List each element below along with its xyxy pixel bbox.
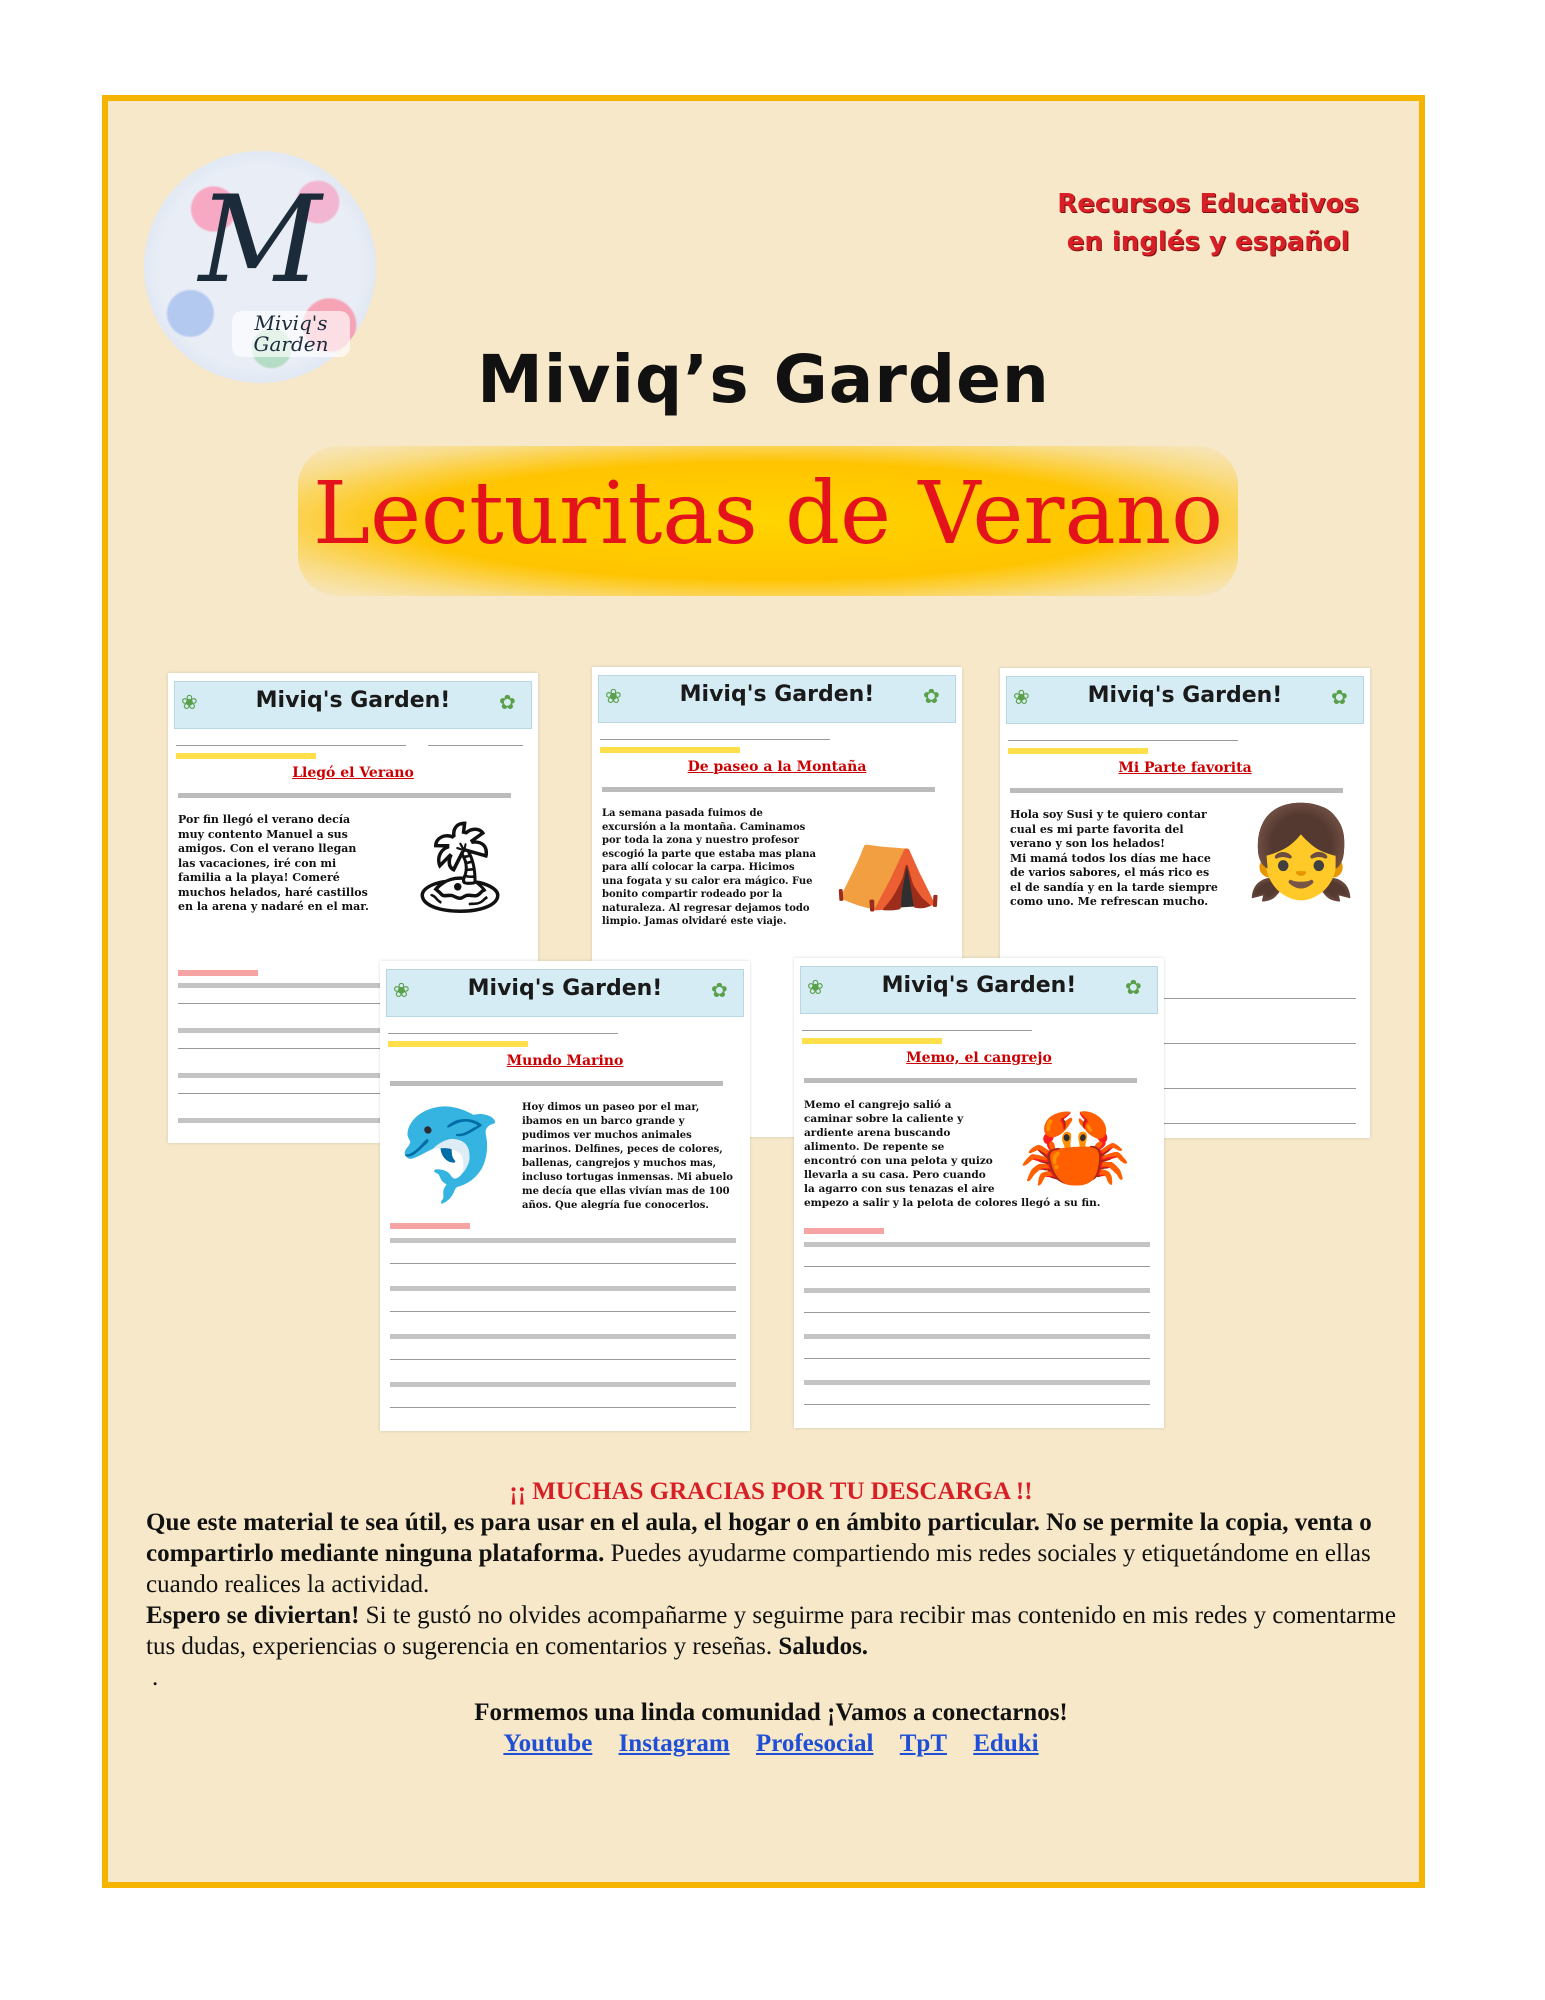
title-banner — [298, 446, 1238, 596]
tagline-line-2: en inglés y español — [1066, 226, 1350, 257]
worksheet-brand: Miviq's Garden! — [467, 976, 663, 1001]
question-line — [804, 1380, 1150, 1385]
worksheet-brand: Miviq's Garden! — [1087, 683, 1283, 708]
worksheet-text: Memo el cangrejo salió a caminar sobre la caliente y ardiente arena buscando alimento. De repente se encontró con una pelota y quizo llevarla a su casa. Pero cuando la agarro con sus tenazas el aire empezo a salir y la pelota de colores llegó a su fin. — [804, 1099, 1101, 1209]
page-frame — [102, 95, 1425, 1888]
question-line — [804, 1334, 1150, 1339]
page-title: Lecturitas de Verano — [313, 464, 1223, 564]
activity-highlight — [176, 753, 316, 759]
instruction-line — [602, 787, 935, 792]
youtube-link[interactable]: Youtube — [503, 1730, 593, 1757]
crab-icon: 🦀 — [1019, 1095, 1132, 1200]
instagram-link[interactable]: Instagram — [618, 1730, 730, 1757]
divider — [600, 739, 830, 740]
respond-heading — [390, 1223, 470, 1229]
leaf-icon: ❀ — [605, 684, 622, 708]
worksheet-header — [598, 675, 956, 723]
leaf-icon: ✿ — [1125, 975, 1142, 999]
leaf-icon: ❀ — [181, 690, 198, 714]
answer-line — [804, 1404, 1150, 1405]
divider — [802, 1030, 1032, 1031]
paragraph-2-bold: Espero se diviertan! — [146, 1602, 360, 1629]
leaf-icon: ✿ — [499, 690, 516, 714]
answer-line — [804, 1358, 1150, 1359]
divider — [428, 745, 523, 746]
question-line — [804, 1288, 1150, 1293]
paragraph-2-rest: Si te gustó no olvides acompañarme y seguirme para recibir mas contenido en mis redes y comentarme tus dudas, experiencias o sugerencia en comentarios y reseñas. — [146, 1602, 1396, 1660]
worksheet-header — [1006, 676, 1364, 724]
dolphin-icon: 🐬 — [394, 1103, 507, 1208]
paragraph-1-rest: Puedes ayudarme compartiendo mis redes sociales y etiquetándome en ellas cuando realices la actividad. — [146, 1540, 1371, 1598]
worksheet-title: Memo, el cangrejo — [906, 1050, 1052, 1066]
worksheet-header — [386, 969, 744, 1017]
palm-island-icon: 🏝 — [403, 815, 518, 920]
leaf-icon: ❀ — [807, 975, 824, 999]
worksheet-header — [174, 681, 532, 729]
worksheet-title: Mundo Marino — [506, 1053, 624, 1069]
paragraph-2-end: Saludos. — [778, 1633, 869, 1660]
leaf-icon: ✿ — [923, 684, 940, 708]
message-block — [146, 1476, 1396, 1759]
activity-highlight — [388, 1041, 528, 1047]
activity-highlight — [600, 747, 740, 753]
tagline-line-1: Recursos Educativos — [1057, 189, 1359, 219]
answer-line — [390, 1263, 736, 1264]
thanks-heading: ¡¡ MUCHAS GRACIAS POR TU DESCARGA !! — [509, 1478, 1033, 1505]
stray-dot: . — [152, 1664, 159, 1691]
leaf-icon: ✿ — [1331, 685, 1348, 709]
answer-line — [390, 1407, 736, 1408]
question-line — [390, 1238, 736, 1243]
logo-text: Miviq's Garden — [232, 311, 350, 357]
worksheet-header — [800, 966, 1158, 1014]
profesocial-link[interactable]: Profesocial — [755, 1730, 874, 1757]
divider — [176, 745, 406, 746]
worksheet-title: De paseo a la Montaña — [687, 759, 867, 775]
question-line — [390, 1334, 736, 1339]
leaf-icon: ❀ — [1013, 685, 1030, 709]
social-links — [146, 1728, 1396, 1759]
leaf-icon: ✿ — [711, 978, 728, 1002]
divider — [388, 1033, 618, 1034]
paragraph-1 — [146, 1507, 1396, 1600]
answer-line — [390, 1311, 736, 1312]
girl-icecream-icon: 👧 — [1245, 800, 1358, 905]
answer-line — [804, 1312, 1150, 1313]
leaf-icon: ❀ — [393, 978, 410, 1002]
worksheet-text: Por fin llegó el verano decía muy contento Manuel a sus amigos. Con el verano llegan las vacaciones, iré con mi familia a la playa! Comeré muchos helados, haré castillos en la arena y nadaré en el mar. — [178, 813, 369, 913]
respond-heading — [178, 970, 258, 976]
divider — [1008, 740, 1238, 741]
answer-line — [804, 1266, 1150, 1267]
worksheet-title: Llegó el Verano — [292, 765, 414, 781]
instruction-line — [390, 1081, 723, 1086]
eduki-link[interactable]: Eduki — [973, 1730, 1039, 1757]
worksheet-preview — [794, 958, 1164, 1428]
answer-line — [390, 1359, 736, 1360]
logo-letter: M — [198, 171, 322, 310]
question-line — [390, 1382, 736, 1387]
activity-highlight — [1008, 748, 1148, 754]
worksheet-text: La semana pasada fuimos de excursión a la montaña. Caminamos por toda la zona y nuestro profesor escogió la parte que estaba mas plana para allí colocar la carpa. Hicimos una fogata y su calor era mágico. Fue bonito compartir rodeado por la naturaleza. Al regresar dejamos todo limpio. Jamas olvidaré este viaje. — [602, 808, 816, 927]
question-line — [804, 1242, 1150, 1247]
worksheet-title: Mi Parte favorita — [1118, 760, 1252, 776]
tpt-link[interactable]: TpT — [899, 1730, 947, 1757]
paragraph-2 — [146, 1600, 1396, 1662]
worksheet-brand: Miviq's Garden! — [679, 682, 875, 707]
question-line — [390, 1286, 736, 1291]
respond-heading — [804, 1228, 884, 1234]
tent-tree-icon: ⛺ — [832, 809, 945, 914]
tagline — [1057, 186, 1359, 261]
community-line: Formemos una linda comunidad ¡Vamos a conectarnos! — [474, 1699, 1068, 1726]
worksheet-preview — [380, 961, 750, 1431]
paragraph-1-bold: Que este material te sea útil, es para usar en el aula, el hogar o en ámbito particular. No se permite la copia, venta o compartirlo mediante ninguna plataforma. — [146, 1509, 1372, 1567]
worksheet-brand: Miviq's Garden! — [881, 973, 1077, 998]
brand-heading: Miviq’s Garden — [477, 341, 1050, 418]
worksheet-text: Hoy dimos un paseo por el mar, ibamos en un barco grande y pudimos ver muchos animales marinos. Delfines, peces de colores, ballenas, cangrejos y muchos mas, incluso tortugas inmensas. Mi abuelo me decía que ellas vivían mas de 100 años. Que alegría fue conocerlos. — [522, 1102, 733, 1211]
instruction-line — [178, 793, 511, 798]
instruction-line — [804, 1078, 1137, 1083]
activity-highlight — [802, 1038, 942, 1044]
worksheet-brand: Miviq's Garden! — [255, 688, 451, 713]
instruction-line — [1010, 788, 1343, 793]
worksheet-text: Hola soy Susi y te quiero contar cual es mi parte favorita del verano y son los helados! Mi mamá todos los días me hace de varios sabores, el más rico es el de sandía y en la tarde siempre como uno. Me refrescan mucho. — [1010, 808, 1218, 908]
